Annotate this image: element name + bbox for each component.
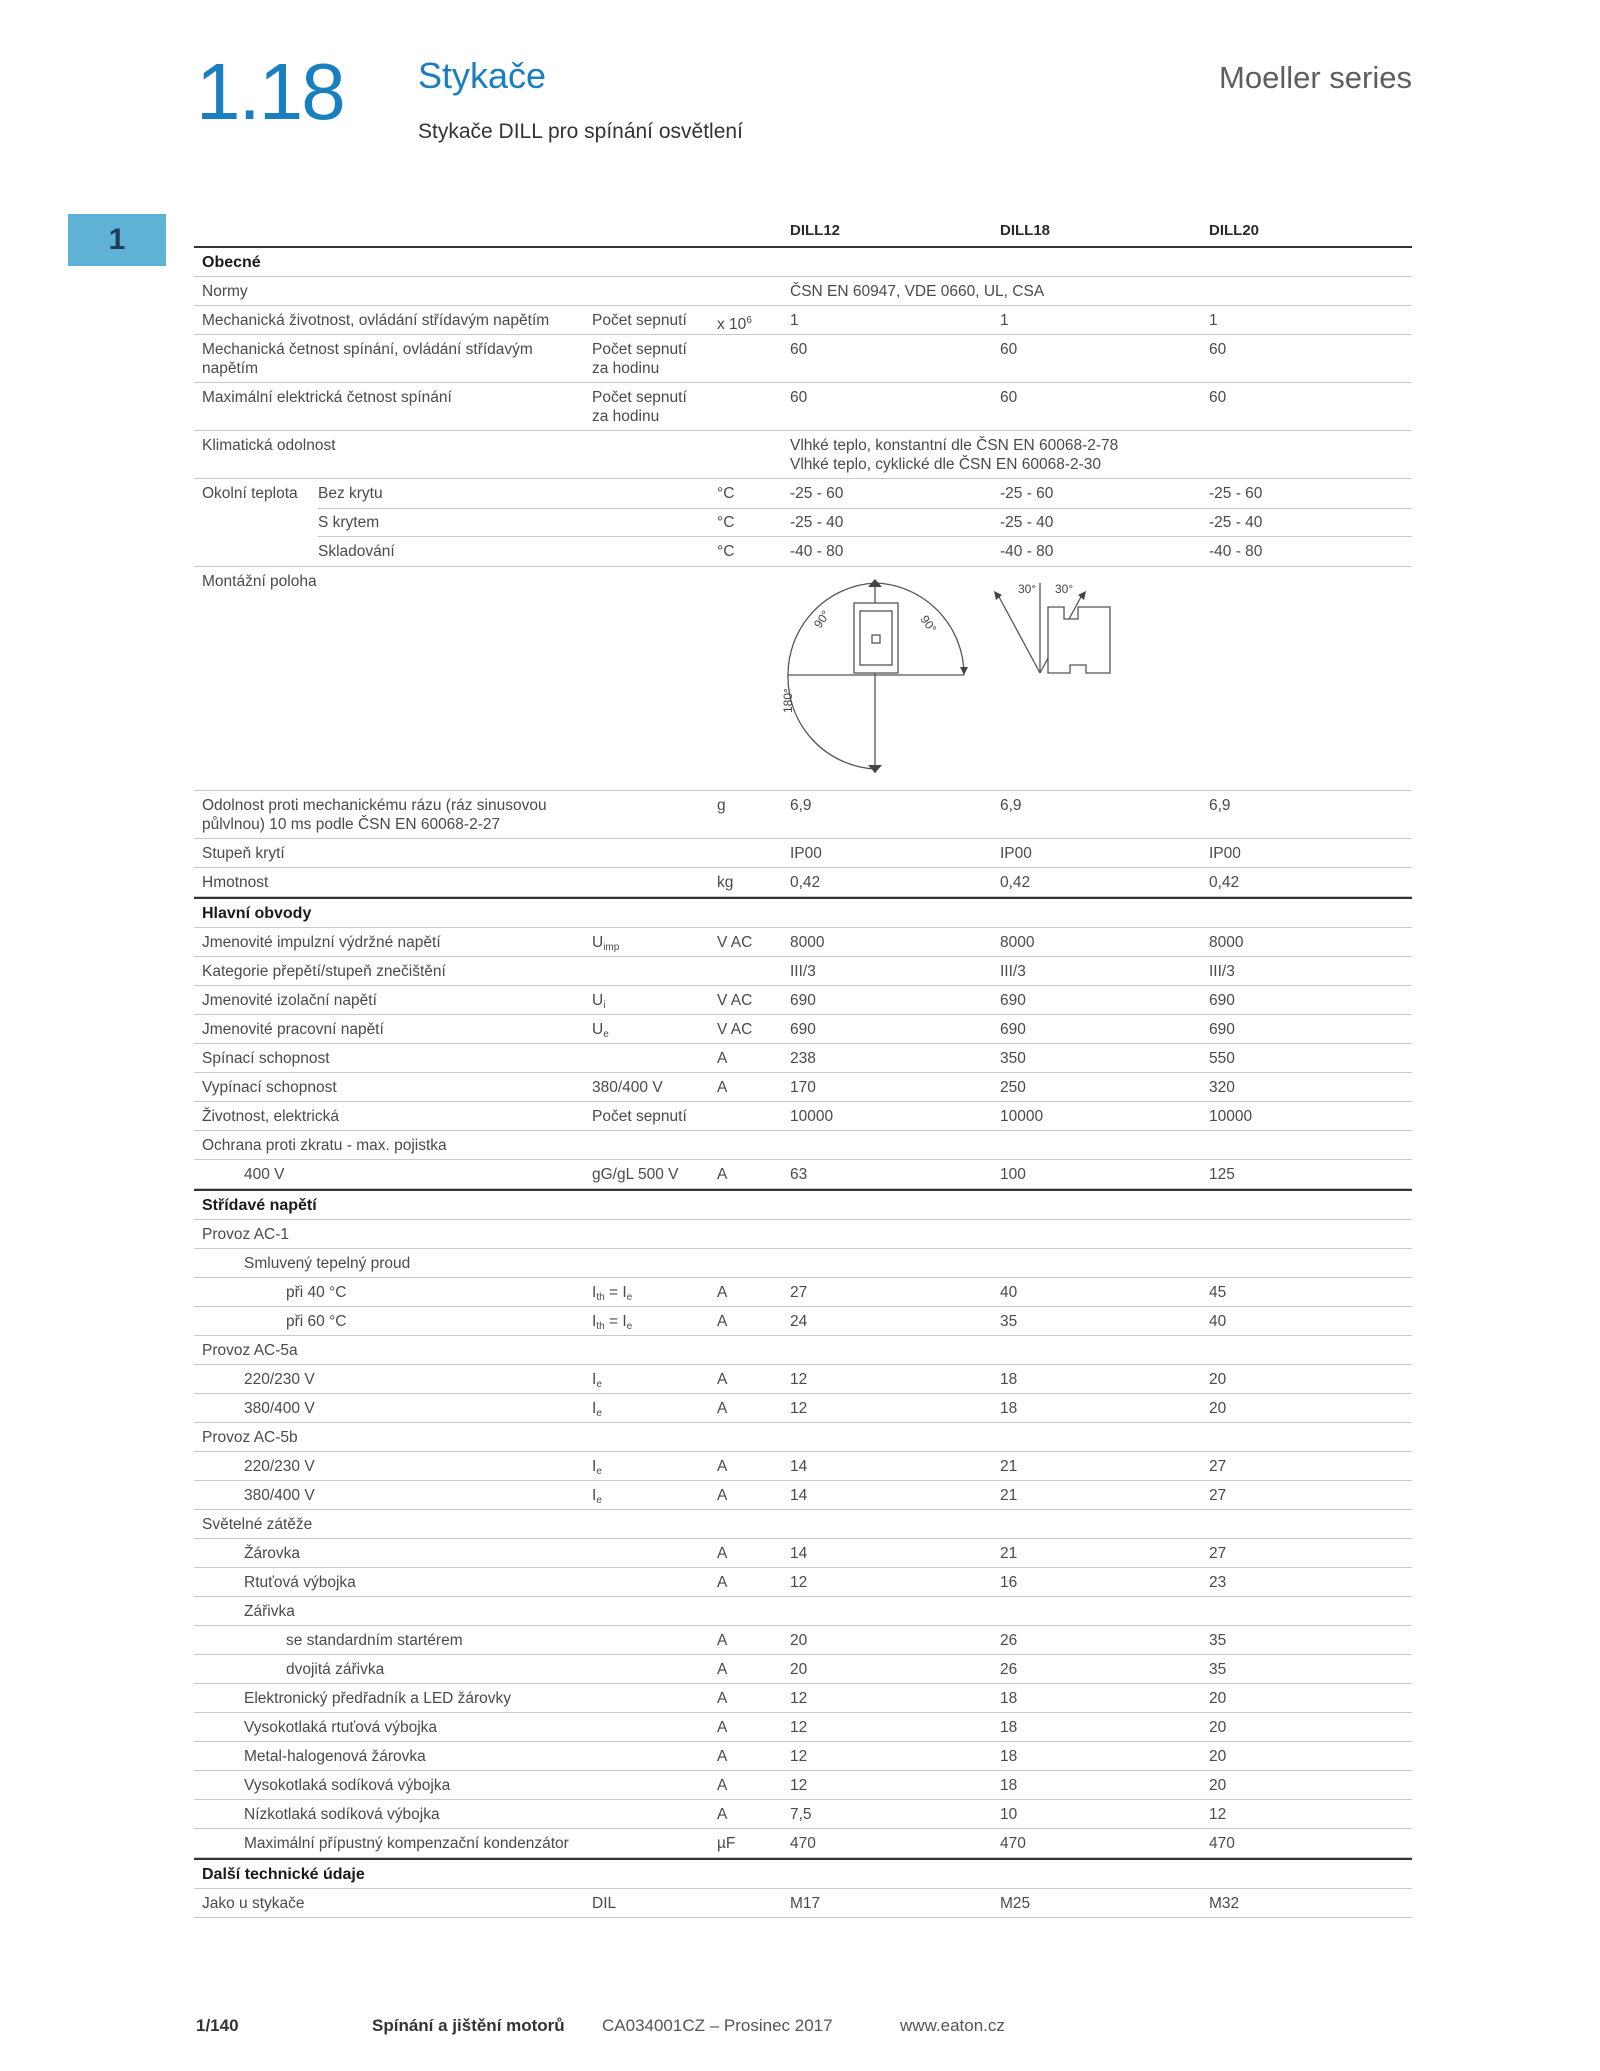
row-label: Normy [202,283,248,300]
table-row [194,1889,1412,1918]
table-row [194,1684,1412,1713]
angle-label: 30° [1055,582,1074,596]
row-label: Stupeň krytí [202,845,285,862]
row-label: Jmenovité izolační napětí [202,992,377,1009]
cell-value: 60 [1209,341,1227,358]
row-unit: V AC [717,992,753,1009]
cell-value: 10000 [1000,1108,1044,1125]
arc-bottom [788,675,875,769]
row-label: S krytem [318,514,380,531]
section-heading: Střídavé napětí [202,1197,317,1214]
cell-value: 12 [790,1690,808,1707]
table-row [194,791,1412,839]
cell-value: 18 [1000,1777,1018,1794]
row-unit: A [717,1079,728,1096]
row-label: Provoz AC-5b [202,1429,298,1446]
row-symbol: Počet sepnutí za hodinu [592,341,687,377]
row-unit: A [717,1806,728,1823]
cell-value: III/3 [1209,963,1235,980]
row-label: Vysokotlaká sodíková výbojka [244,1777,451,1794]
cell-value: 8000 [790,934,825,951]
angle-label: 90° [810,607,833,631]
arrow-head [1078,591,1086,600]
row-unit: A [717,1487,728,1504]
row-label: se standardním startérem [286,1632,463,1649]
cell-value: 27 [1209,1458,1227,1475]
cell-value: 0,42 [790,874,821,891]
row-label: při 60 °C [286,1313,347,1330]
cell-value: 27 [1209,1487,1227,1504]
cell-value: 6,9 [790,797,812,814]
cell-value: 690 [790,992,816,1009]
cell-value: 26 [1000,1632,1018,1649]
table-row [194,1307,1412,1336]
cell-value: Vlhké teplo, konstantní dle ČSN EN 60068-2-78 [790,437,1119,454]
row-label: Elektronický předřadník a LED žárovky [244,1690,512,1707]
cell-value: 250 [1000,1079,1026,1096]
cell-value: 12 [790,1719,808,1736]
row-label: 380/400 V [244,1400,315,1417]
row-symbol: Počet sepnutí [592,312,687,329]
section-header [194,1858,1412,1889]
table-row [194,1220,1412,1249]
row-symbol: Počet sepnutí [592,1108,687,1125]
row-label: půlvlnou) 10 ms podle ČSN EN 60068-2-27 [202,816,501,833]
row-label: Maximální přípustný kompenzační kondenzátor [244,1835,569,1852]
cell-value: 16 [1000,1574,1018,1591]
row-symbol: $I_e$ [592,1400,602,1419]
cell-value: -25 - 40 [1000,514,1054,531]
cell-value: 60 [1209,389,1227,406]
cell-value: 100 [1000,1166,1026,1183]
table-row [194,1249,1412,1278]
cell-value: ČSN EN 60947, VDE 0660, UL, CSA [790,283,1045,300]
cell-value: 18 [1000,1400,1018,1417]
row-unit: A [717,1050,728,1067]
page-title: Stykače [418,55,547,96]
row-label: při 40 °C [286,1284,347,1301]
unit-text: x 10 [717,316,747,334]
table-row [194,1044,1412,1073]
row-label: Maximální elektrická četnost spínání [202,389,452,406]
cell-value: 20 [1209,1777,1227,1794]
section-heading: Obecné [202,254,261,271]
cell-value: 125 [1209,1166,1235,1183]
table-row [194,1655,1412,1684]
row-unit: A [717,1371,728,1388]
symbol-text: U [592,992,604,1009]
cell-value: 14 [790,1458,808,1475]
cell-value: 20 [1209,1719,1227,1736]
cell-value: 7,5 [790,1806,812,1823]
cell-value: IP00 [790,845,822,862]
row-label: dvojitá zářivka [286,1661,385,1678]
row-label: Rtuťová výbojka [244,1574,356,1591]
row-unit: A [717,1690,728,1707]
table-row [194,1336,1412,1365]
cell-value: 238 [790,1050,816,1067]
cell-value: 470 [1209,1835,1235,1852]
cell-value: -40 - 80 [1209,543,1263,560]
angle-label: 90° [917,612,940,636]
row-unit: A [717,1661,728,1678]
cell-value: 27 [1209,1545,1227,1562]
cell-value: 1 [790,312,799,329]
row-unit: A [717,1777,728,1794]
column-header: DILL20 [1209,222,1260,239]
cell-value: -25 - 60 [1209,485,1263,502]
row-label: Provoz AC-1 [202,1226,290,1243]
cell-value: 6,9 [1000,797,1022,814]
cell-value: M32 [1209,1895,1240,1912]
row-label: Okolní teplota [202,485,298,502]
row-symbol [592,933,712,957]
table-row [194,277,1412,306]
cell-value: -25 - 40 [1209,514,1263,531]
cell-value: 12 [790,1574,808,1591]
row-label: Zářivka [244,1603,295,1620]
row-label: Vypínací schopnost [202,1079,337,1096]
table-row [194,383,1412,431]
cell-value: -25 - 60 [790,485,844,502]
row-label: Žárovka [244,1545,300,1562]
cell-value: 690 [1209,1021,1235,1038]
row-symbol: 380/400 V [592,1079,663,1096]
row-label: Montážní poloha [202,573,317,590]
table-row [194,1539,1412,1568]
symbol-text: U [592,934,604,951]
row-label: Skladování [318,543,395,560]
unit-exponent: 6 [746,315,752,326]
row-symbol: $I_e$ [592,1458,602,1477]
cell-value: 8000 [1000,934,1035,951]
cell-value: 35 [1000,1313,1018,1330]
column-header: DILL12 [790,222,841,239]
cell-value: 20 [1209,1690,1227,1707]
row-label: 220/230 V [244,1458,315,1475]
table-row [194,839,1412,868]
row-unit: g [717,797,726,814]
row-unit: A [717,1632,728,1649]
cell-value: 10000 [790,1108,834,1125]
row-label: Jmenovité impulzní výdržné napětí [202,934,441,951]
cell-value: IP00 [1000,845,1032,862]
cell-value: 12 [790,1748,808,1765]
cell-value: 45 [1209,1284,1227,1301]
row-symbol [592,1020,712,1044]
cell-value: 1 [1000,312,1009,329]
table-row [194,1278,1412,1307]
cell-value: 20 [790,1661,808,1678]
row-unit: A [717,1574,728,1591]
row-label: Jako u stykače [202,1895,305,1912]
row-label: Nízkotlaká sodíková výbojka [244,1806,440,1823]
row-symbol: $I_{th} = I_e$ [592,1313,633,1332]
cell-value: 18 [1000,1371,1018,1388]
arrow-head [994,591,1002,600]
table-row [194,957,1412,986]
row-label: Mechanická četnost spínání, ovládání střídavým napětím [202,341,533,377]
mount-axis-left [998,595,1040,673]
cell-value: 20 [1209,1371,1227,1388]
cell-value: 18 [1000,1719,1018,1736]
cell-value: IP00 [1209,845,1241,862]
table-row [194,1394,1412,1423]
table-row [194,868,1412,897]
row-label: Životnost, elektrická [202,1108,339,1125]
table-row [194,1481,1412,1510]
row-symbol: $I_e$ [592,1371,602,1390]
cell-value: 10000 [1209,1108,1253,1125]
table-row [194,1510,1412,1539]
row-label: 220/230 V [244,1371,315,1388]
cell-value: 23 [1209,1574,1227,1591]
row-unit: A [717,1458,728,1475]
row-label: Bez krytu [318,485,383,502]
cell-value: 170 [790,1079,816,1096]
cell-value: 18 [1000,1690,1018,1707]
cell-value: 550 [1209,1050,1235,1067]
row-unit: A [717,1313,728,1330]
row-label: Kategorie přepětí/stupeň znečištění [202,963,446,980]
table-row [194,928,1412,957]
row-unit: °C [717,514,735,531]
row-label: Ochrana proti zkratu - max. pojistka [202,1137,447,1154]
row-unit: kg [717,874,734,891]
row-label: 380/400 V [244,1487,315,1504]
table-row [318,508,1412,537]
row-label: Jmenovité pracovní napětí [202,1021,384,1038]
row-label: Smluvený tepelný proud [244,1255,411,1272]
cell-value: 20 [1209,1748,1227,1765]
table-row [194,306,1412,335]
cell-value: 12 [790,1400,808,1417]
table-row [194,1365,1412,1394]
symbol-subscript: i [603,1000,606,1011]
row-symbol: DIL [592,1895,617,1912]
cell-value: 27 [790,1284,808,1301]
mounting-position-diagram [780,573,1220,785]
row-label: Mechanická životnost, ovládání střídavým napětím [202,312,550,329]
cell-value: 350 [1000,1050,1026,1067]
row-symbol: gG/gL 500 V [592,1166,679,1183]
cell-value: 21 [1000,1458,1018,1475]
table-row [194,1102,1412,1131]
table-row [194,1771,1412,1800]
table-row [318,537,1412,565]
cell-value: 470 [790,1835,816,1852]
table-row [194,1015,1412,1044]
row-label: Spínací schopnost [202,1050,330,1067]
cell-value: 60 [790,389,808,406]
cell-value: 690 [1000,1021,1026,1038]
table-row [318,479,1412,509]
section-header [194,897,1412,928]
series-label: Moeller series [1219,60,1412,95]
table-row [194,1131,1412,1160]
cell-value: 1 [1209,312,1218,329]
table-row [194,1800,1412,1829]
cell-value: 470 [1000,1835,1026,1852]
cell-value: 14 [790,1487,808,1504]
row-label: Odolnost proti mechanickému rázu (ráz sinusovou [202,797,547,814]
row-unit: A [717,1719,728,1736]
chapter-tab: 1 [68,214,166,266]
symbol-subscript: e [603,1029,609,1040]
cell-value: -25 - 40 [790,514,844,531]
section-number: 1.18 [196,47,344,136]
footer-url[interactable]: www.eaton.cz [900,2016,1005,2035]
cell-value: Vlhké teplo, cyklické dle ČSN EN 60068-2-30 [790,456,1102,473]
table-row [194,1452,1412,1481]
cell-value: 35 [1209,1632,1227,1649]
cell-value: 40 [1209,1313,1227,1330]
table-row [194,431,1412,479]
cell-value: 12 [790,1777,808,1794]
cell-value: 24 [790,1313,808,1330]
row-unit: µF [717,1835,736,1852]
row-unit: V AC [717,1021,753,1038]
cell-value: 0,42 [1209,874,1240,891]
cell-value: -40 - 80 [790,543,844,560]
cell-value: 14 [790,1545,808,1562]
row-label: Světelné zátěže [202,1516,313,1533]
section-heading: Hlavní obvody [202,905,312,922]
cell-value: 18 [1000,1748,1018,1765]
column-header-row [194,206,1412,248]
table-row [194,1597,1412,1626]
cell-value: 8000 [1209,934,1244,951]
row-unit: A [717,1166,728,1183]
cell-value: 690 [1000,992,1026,1009]
arrow-head [960,667,968,675]
cell-value: 60 [790,341,808,358]
cell-value: 40 [1000,1284,1018,1301]
table-row [194,1423,1412,1452]
table-row [194,1713,1412,1742]
cell-value: 10 [1000,1806,1018,1823]
page-subtitle: Stykače DILL pro spínání osvětlení [418,120,743,143]
section-heading: Další technické údaje [202,1866,365,1883]
row-unit: °C [717,485,735,502]
row-label: Metal-halogenová žárovka [244,1748,426,1765]
table-row [194,986,1412,1015]
cell-value: 690 [790,1021,816,1038]
cell-value: M17 [790,1895,821,1912]
section-header [194,248,1412,277]
table-row [194,1829,1412,1858]
cell-value: 6,9 [1209,797,1231,814]
cell-value: 26 [1000,1661,1018,1678]
row-unit: A [717,1748,728,1765]
cell-value: M25 [1000,1895,1031,1912]
table-row [194,1160,1412,1189]
cell-value: 12 [1209,1806,1227,1823]
cell-value: 0,42 [1000,874,1031,891]
cell-value: 12 [790,1371,808,1388]
row-symbol: Počet sepnutí za hodinu [592,389,687,425]
cell-value: 63 [790,1166,808,1183]
section-header [194,1189,1412,1220]
table-row [194,567,1412,791]
row-label: Hmotnost [202,874,269,891]
row-label: Klimatická odolnost [202,437,336,454]
table-row [194,1073,1412,1102]
row-symbol: $I_e$ [592,1487,602,1506]
page-number: 1/140 [196,2016,239,2035]
symbol-text: U [592,1021,604,1038]
contactor-side-view [1048,607,1110,673]
cell-value: -25 - 60 [1000,485,1054,502]
row-unit: A [717,1284,728,1301]
row-unit: A [717,1400,728,1417]
angle-label: 30° [1018,582,1037,596]
column-header: DILL18 [1000,222,1051,239]
cell-value: 690 [1209,992,1235,1009]
row-unit [717,311,752,334]
cell-value: 35 [1209,1661,1227,1678]
row-symbol: $I_{th} = I_e$ [592,1284,633,1303]
table-row [194,1742,1412,1771]
cell-value: 320 [1209,1079,1235,1096]
row-label: 400 V [244,1166,285,1183]
row-unit: °C [717,543,735,560]
row-unit: V AC [717,934,753,951]
cell-value: 20 [1209,1400,1227,1417]
symbol-subscript: imp [603,942,620,953]
spec-table [194,206,1412,1918]
table-row [194,335,1412,383]
cell-value: 21 [1000,1487,1018,1504]
table-row [194,1568,1412,1597]
temperature-group [194,479,1412,567]
cell-value: 20 [790,1632,808,1649]
cell-value: 60 [1000,341,1018,358]
table-row [194,1626,1412,1655]
row-label: Vysokotlaká rtuťová výbojka [244,1719,438,1736]
cell-value: 60 [1000,389,1018,406]
footer-document-code: CA034001CZ – Prosinec 2017 [602,2016,833,2035]
row-label: Provoz AC-5a [202,1342,298,1359]
footer-topic: Spínání a jištění motorů [372,2016,565,2035]
angle-label: 180° [781,688,795,713]
row-symbol [592,991,712,1015]
cell-value: III/3 [1000,963,1026,980]
row-unit: A [717,1545,728,1562]
cell-value: 21 [1000,1545,1018,1562]
cell-value: III/3 [790,963,816,980]
cell-value: -40 - 80 [1000,543,1054,560]
